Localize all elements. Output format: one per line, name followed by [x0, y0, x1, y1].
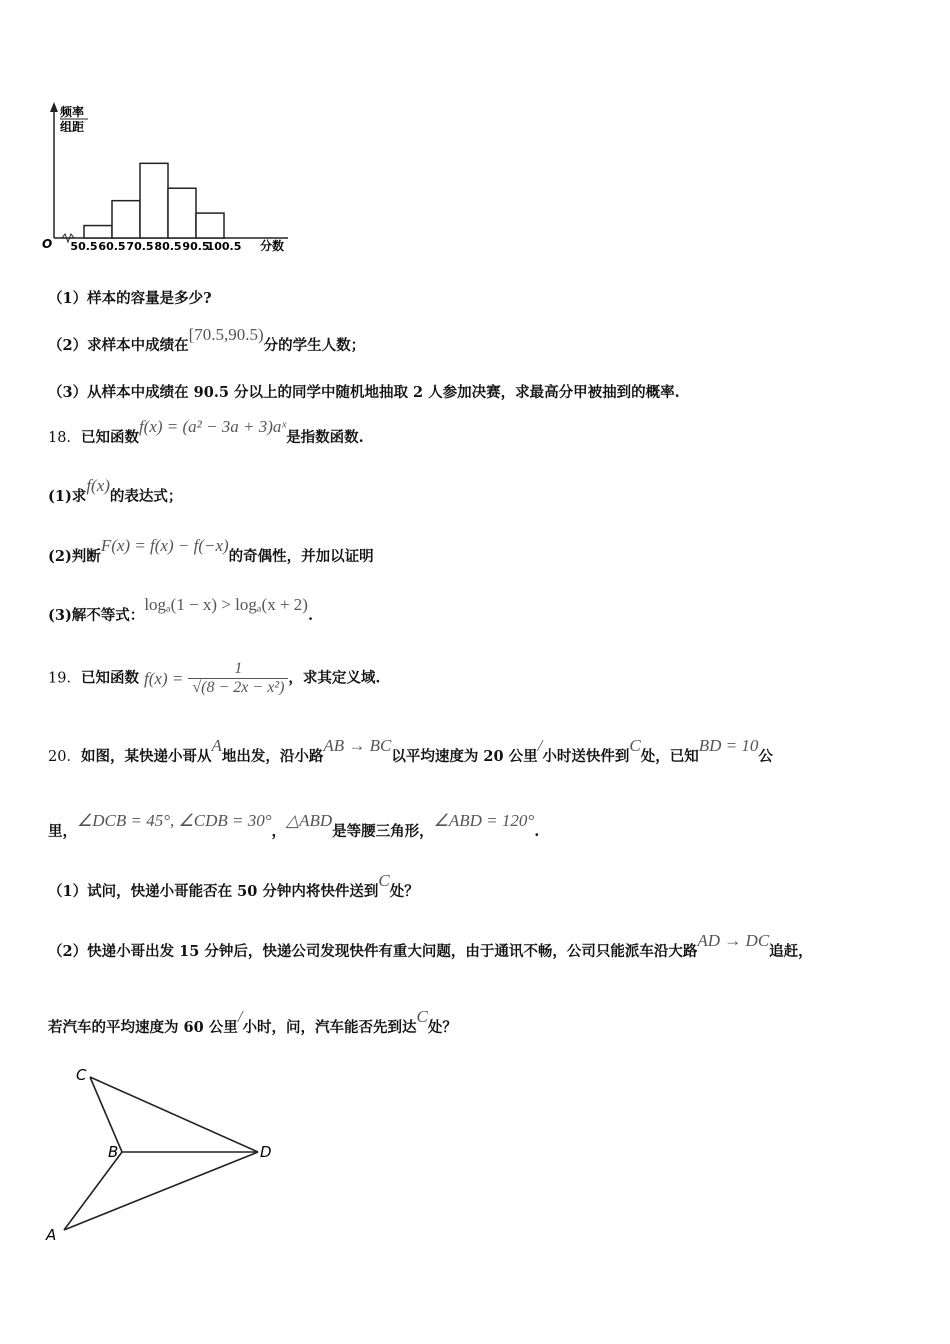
q20-l1d: 小时送快件到 — [542, 748, 630, 765]
label-A: A — [46, 1226, 57, 1244]
path-AB-BC-math: AB → BC — [323, 736, 392, 755]
label-D: D — [260, 1143, 272, 1161]
q17-part2 — [48, 325, 366, 355]
point-A-math: A — [211, 736, 222, 755]
q20-s3-post: 处？ — [427, 1019, 457, 1036]
bar-3 — [140, 163, 168, 238]
q18-s3-pre: (3)解不等式： — [48, 607, 145, 624]
q19-lhs: f(x) = — [144, 668, 184, 688]
angles-math: ∠DCB = 45°, ∠CDB = 30° — [77, 811, 272, 830]
point-C-math-3: C — [416, 1007, 428, 1026]
segment-CD — [90, 1077, 258, 1152]
y-axis-arrow — [50, 102, 58, 112]
q19-number: 19． — [48, 670, 81, 687]
q20-s1-post: 处？ — [389, 883, 419, 900]
q18-part2 — [48, 536, 374, 566]
tick-label-1: 50.5 — [70, 240, 98, 253]
q18-s2-pre: (2)判断 — [48, 548, 101, 565]
q18-s2-math: F(x) = f(x) − f(−x) — [100, 536, 229, 555]
bar-2 — [112, 201, 140, 238]
q17-part2-pre: （2）求样本中成绩在 — [48, 337, 189, 354]
y-label-top: 频率 — [60, 105, 85, 119]
tick-label-2: 60.5 — [98, 240, 126, 253]
q18-part3 — [48, 595, 314, 625]
q20-number: 20． — [48, 749, 81, 765]
q18-stem — [48, 417, 364, 447]
triangle-math: △ABD — [286, 811, 333, 830]
segment-BC — [90, 1077, 122, 1152]
slash-1: / — [537, 736, 543, 755]
q18-s1-pre: (1)求 — [48, 488, 87, 505]
q18-function-math: f(x) = (a² − 3a + 3)aˣ — [138, 417, 287, 436]
slash-2: / — [237, 1007, 243, 1026]
q18-s3-math: logₐ(1 − x) > logₐ(x + 2) — [144, 595, 308, 614]
q20-l1f: 公 — [758, 748, 773, 765]
bd-math: BD = 10 — [698, 736, 759, 755]
q19-numerator: 1 — [234, 660, 243, 677]
q20-l2a: 里， — [48, 823, 77, 840]
q20-s3-pre: 若汽车的平均速度为 60 公里 — [48, 1019, 238, 1036]
tick-label-3: 70.5 — [126, 240, 154, 253]
q20-s2-pre: （2）快递小哥出发 15 分钟后，快递公司发现快件有重大问题，由于通讯不畅，公司只能派车沿大路 — [48, 943, 698, 960]
q18-s3-post: . — [307, 607, 314, 624]
q18-s2-post: 的奇偶性，并加以证明 — [228, 548, 374, 565]
q20-s3-mid: 小时，问，汽车能否先到达 — [242, 1019, 417, 1036]
q18-pre: 已知函数 — [80, 429, 139, 446]
tick-label-5: 90.5 — [182, 240, 210, 253]
q20-l2c: 是等腰三角形， — [332, 823, 434, 840]
q19-fraction — [188, 660, 288, 697]
geometry-figure — [40, 1060, 290, 1245]
q18-s1-math: f(x) — [86, 476, 110, 495]
q19-pre: 已知函数 — [80, 669, 139, 687]
q20-line2 — [48, 811, 540, 841]
bar-4 — [168, 188, 196, 238]
point-C-math-1: C — [629, 736, 641, 755]
x-axis-label: 分数 — [260, 239, 285, 253]
q19-denominator: √(8 − 2x − x²) — [188, 678, 288, 697]
q20-l1e: 处，已知 — [640, 748, 699, 765]
origin-label: O — [42, 237, 53, 251]
q17-part2-post: 分的学生人数； — [263, 337, 366, 354]
q20-part1 — [48, 871, 419, 901]
q20-s1-pre: （1）试问，快递小哥能否在 50 分钟内将快件送到 — [48, 883, 379, 900]
q19-post: ，求其定义域. — [288, 669, 381, 687]
q20-l2d: . — [534, 823, 540, 840]
q18-part1 — [48, 476, 183, 506]
q18-number: 18． — [48, 430, 81, 446]
histogram-chart — [40, 98, 310, 258]
point-C-math-2: C — [378, 871, 390, 890]
angle-abd-math: ∠ABD = 120° — [433, 811, 535, 830]
label-B: B — [108, 1143, 119, 1161]
q17-part1: （1）样本的容量是多少? — [48, 290, 212, 307]
q20-l1a: 如图，某快递小哥从 — [80, 748, 212, 765]
q20-part2 — [48, 931, 813, 961]
bar-5 — [196, 213, 224, 238]
tick-label-6: 100.5 — [206, 240, 242, 253]
q17-part3: （3）从样本中成绩在 90.5 分以上的同学中随机地抽取 2 人参加决赛，求最高分甲被抽到的概率. — [48, 384, 680, 401]
q20-l2b: ， — [271, 823, 287, 840]
bar-1 — [84, 226, 112, 238]
q18-post: 是指数函数. — [286, 429, 364, 446]
q20-l1b: 地出发，沿小路 — [221, 748, 324, 765]
tick-label-4: 80.5 — [154, 240, 182, 253]
interval-math: [70.5,90.5) — [188, 325, 264, 344]
q18-s1-post: 的表达式； — [109, 488, 183, 505]
path-AD-DC-math: AD → DC — [697, 931, 770, 950]
q20-part2-cont — [48, 1007, 457, 1037]
q20-line1 — [48, 736, 773, 766]
y-label-bottom: 组距 — [60, 120, 85, 134]
label-C: C — [76, 1066, 87, 1084]
q19-stem — [48, 660, 380, 697]
q20-l1c: 以平均速度为 20 公里 — [391, 748, 538, 765]
q20-s2-post: 追赶， — [769, 943, 813, 960]
